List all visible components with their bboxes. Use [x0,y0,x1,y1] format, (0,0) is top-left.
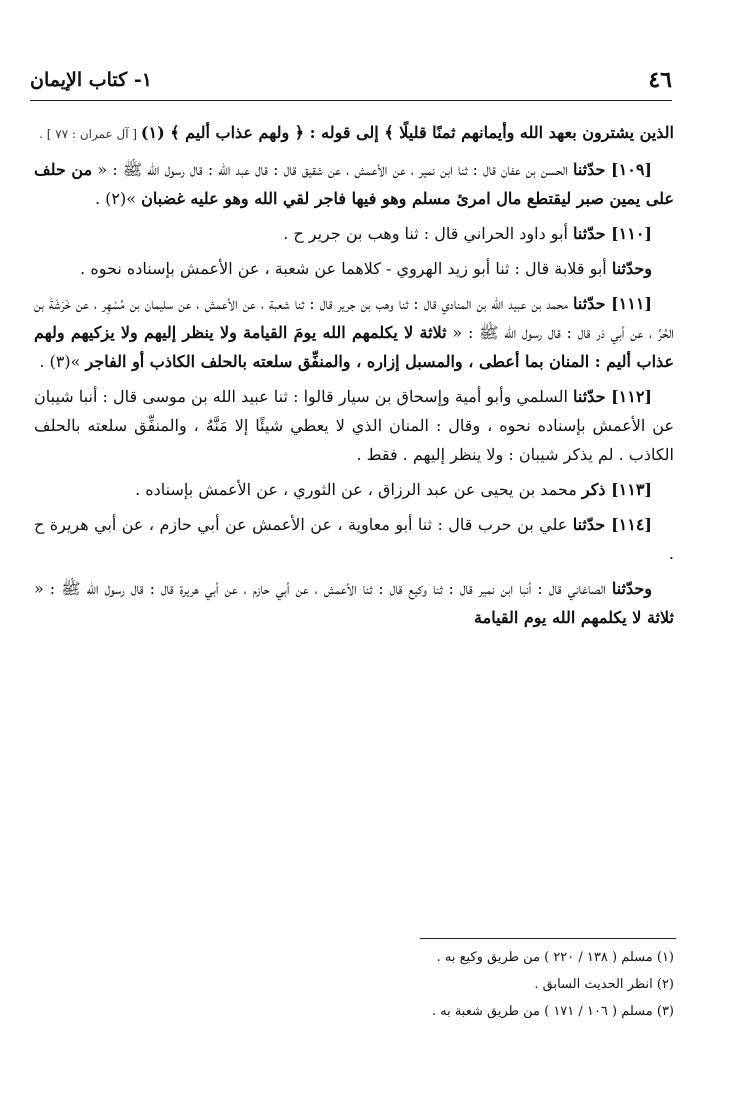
matn-text: ثلاثة لا يكلمهم الله يوم القيامة [474,608,674,627]
hadith-number: [١١٢] حدّثنا [573,387,652,406]
quran-quote: الذين يشترون بعهد الله وأيمانهم ثمنًا قليلًا ﴾ إلى قوله : ﴿ ولهم عذاب أليم ﴾ (١) [140,123,674,142]
matn-text: من حلف على يمين صبر ليقتطع مال امرئ مسلم وهو فيها فاجر لقي الله وهو عليه غضبان [34,160,674,208]
verse-reference: [ آل عمران : ٧٧ ] . [39,127,141,141]
isnad-text: السلمي وأبو أمية وإسحاق بن سيار قالوا : ثنا عبيد الله بن موسى قال : أنبا شيبان عن الأعمش بإسناده نحوه ، وقال : المنان الذي لا يعطي شيئًا إلا مَنَّهُ ، والمنفِّق سلعته بالحلف الكاذب . لم يذكر شيبان : ولا ينظر إليهم . فقط . [34,387,674,464]
isnad-text: الصاغاني قال : أنبا ابن نمير قال : ثنا وكيع قال : ثنا الأعمش ، عن أبي حازم ، عن أبي هريرة قال : قال رسول الله ﷺ : « [34,579,612,598]
hadith-109 [34,155,674,213]
hadith-number: [١٠٩] حدّثنا [572,160,652,179]
hadith-113 [34,475,674,504]
footnote: (٣) مسلم ( ١٠٦ / ١٧١ ) من طريق شعبة به . [431,1004,674,1019]
isnad-text: محمد بن عبيد الله بن المنادي قال : ثنا وهب بن جرير قال : ثنا شعبة ، عن الأعمش ، عن سليمان بن مُسْهِر ، عن خَرَشَةَ بن الحُرِّ ، عن أبي ذر قال : قال رسول الله ﷺ : « [34,294,675,342]
hadith-number: وحدّثنا [611,579,653,598]
isnad-text: أبو داود الحراني قال : ثنا وهب بن جرير ح . [283,224,574,243]
footnote-ref: »(٢) . [94,189,142,208]
hadith-number: [١١١] حدّثنا [573,294,652,313]
page-number: ٤٦ [648,67,672,93]
hadith-111 [34,289,674,376]
isnad-text: محمد بن يحيى عن عبد الرزاق ، عن الثوري ، عن الأعمش بإسناده . [135,480,582,499]
footnote-ref: »(٣) . [39,352,86,371]
footnote: (١) مسلم ( ١٣٨ / ٢٢٠ ) من طريق وكيع به . [436,950,674,965]
chapter-title: ١- كتاب الإيمان [30,69,152,91]
isnad-text: أبو قلابة قال : ثنا أبو زيد الهروي - كلاهما عن شعبة ، عن الأعمش بإسناده نحوه . [80,259,612,278]
footnotes [34,944,674,1025]
hadith-number: وحدّثنا [611,259,652,278]
hadith-112 [34,382,674,469]
hadith-number: [١١٠] حدّثنا [573,224,652,243]
footnote: (٢) انظر الحديث السابق . [534,977,674,992]
isnad-text: علي بن حرب قال : ثنا أبو معاوية ، عن الأعمش عن أبي حازم ، عن أبي هريرة ح . [34,515,674,563]
footnote-divider [420,938,676,939]
paragraph [34,118,674,149]
matn-text: ثلاثة لا يكلمهم الله يومَ القيامة ولا ينظر إليهم ولا يزكيهم ولهم عذاب أليم : المنان بما أعطى ، والمسبل إزاره ، والمنفِّق سلعته بالحلف الكاذب أو الفاجر [34,323,674,371]
hadith-114 [34,510,674,568]
hadith-110-b [34,254,674,283]
hadith-number: [١١٤] حدّثنا [572,515,652,534]
isnad-text: الحسن بن عفان قال : ثنا ابن نمير ، عن الأعمش ، عن شقيق قال : قال عبد الله : قال رسول الله ﷺ : « [92,160,573,179]
hadith-number: [١١٣] ذكر [581,480,652,499]
hadith-114-b [34,574,674,632]
hadith-110 [34,219,674,248]
main-text [34,118,674,638]
page-header [30,60,672,101]
